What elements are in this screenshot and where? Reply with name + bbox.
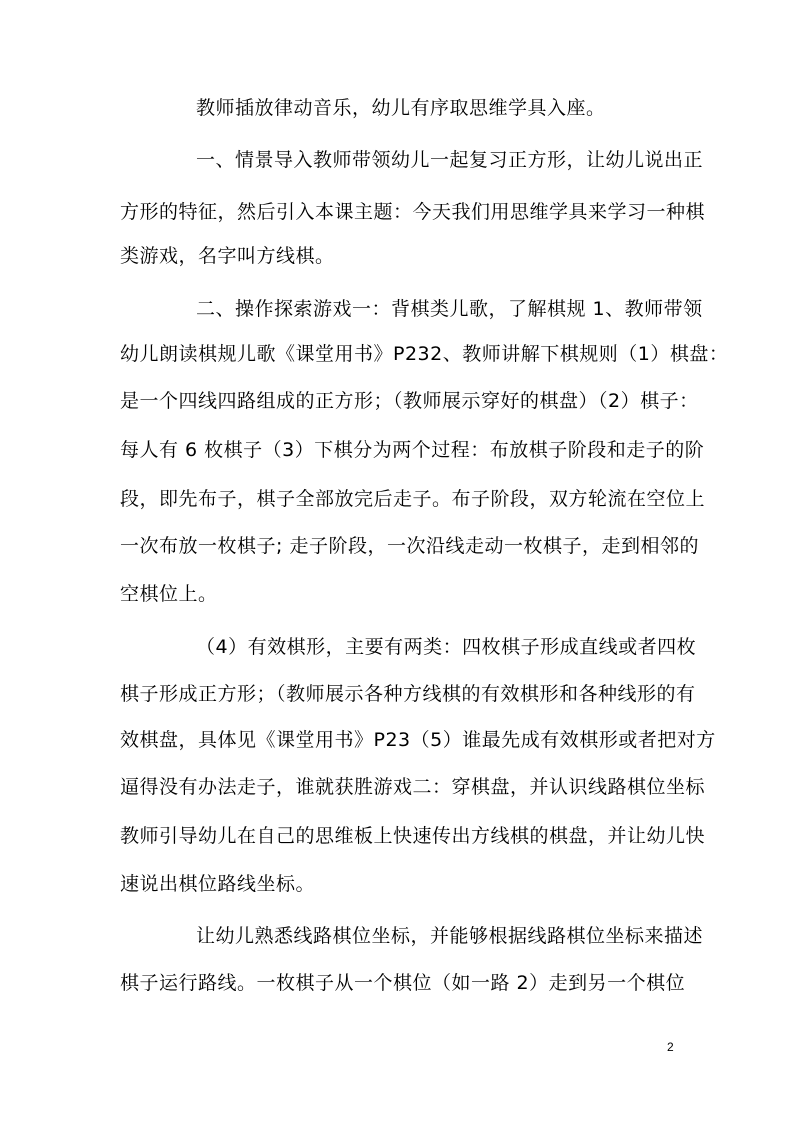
text-line: 一次布放一枚棋子; 走子阶段，一次沿线走动一枚棋子，走到相邻的 [120, 535, 699, 557]
text-line: 方形的特征，然后引入本课主题：今天我们用思维学具来学习一种棋 [120, 201, 706, 223]
text-line: 逼得没有办法走子，谁就获胜游戏二：穿棋盘，并认识线路棋位坐标 [120, 776, 706, 798]
text-line: 效棋盘，具体见《课堂用书》P23（5）谁最先成有效棋形或者把对方 [120, 729, 716, 751]
text-line: 二、操作探索游戏一：背棋类儿歌，了解棋规 1、教师带领 [196, 298, 703, 320]
text-line: 幼儿朗读棋规儿歌《课堂用书》P232、教师讲解下棋规则（1）棋盘： [120, 343, 729, 365]
text-line: 是一个四线四路组成的正方形；（教师展示穿好的棋盘）（2）棋子： [120, 390, 699, 412]
text-line: 空棋位上。 [120, 583, 218, 605]
text-line: 段，即先布子，棋子全部放完后走子。布子阶段，双方轮流在空位上 [120, 488, 706, 510]
text-line: 一、情景导入教师带领幼儿一起复习正方形，让幼儿说出正 [196, 149, 704, 171]
page-number: 2 [667, 1040, 674, 1054]
text-line: 棋子运行路线。一枚棋子从一个棋位（如一路 2）走到另一个棋位 [120, 972, 686, 994]
text-line: 速说出棋位路线坐标。 [120, 873, 316, 895]
text-line: 教师插放律动音乐，幼儿有序取思维学具入座。 [196, 97, 606, 119]
text-line: 让幼儿熟悉线路棋位坐标，并能够根据线路棋位坐标来描述 [196, 925, 704, 947]
text-line: 棋子形成正方形；（教师展示各种方线棋的有效棋形和各种线形的有 [120, 683, 696, 705]
text-line: 教师引导幼儿在自己的思维板上快速传出方线棋的棋盘，并让幼儿快 [120, 825, 706, 847]
text-line: 每人有 6 枚棋子（3）下棋分为两个过程：布放棋子阶段和走子的阶 [120, 439, 705, 461]
text-line: （4）有效棋形，主要有两类：四枚棋子形成直线或者四枚 [196, 636, 697, 658]
text-line: 类游戏，名字叫方线棋。 [120, 245, 335, 267]
